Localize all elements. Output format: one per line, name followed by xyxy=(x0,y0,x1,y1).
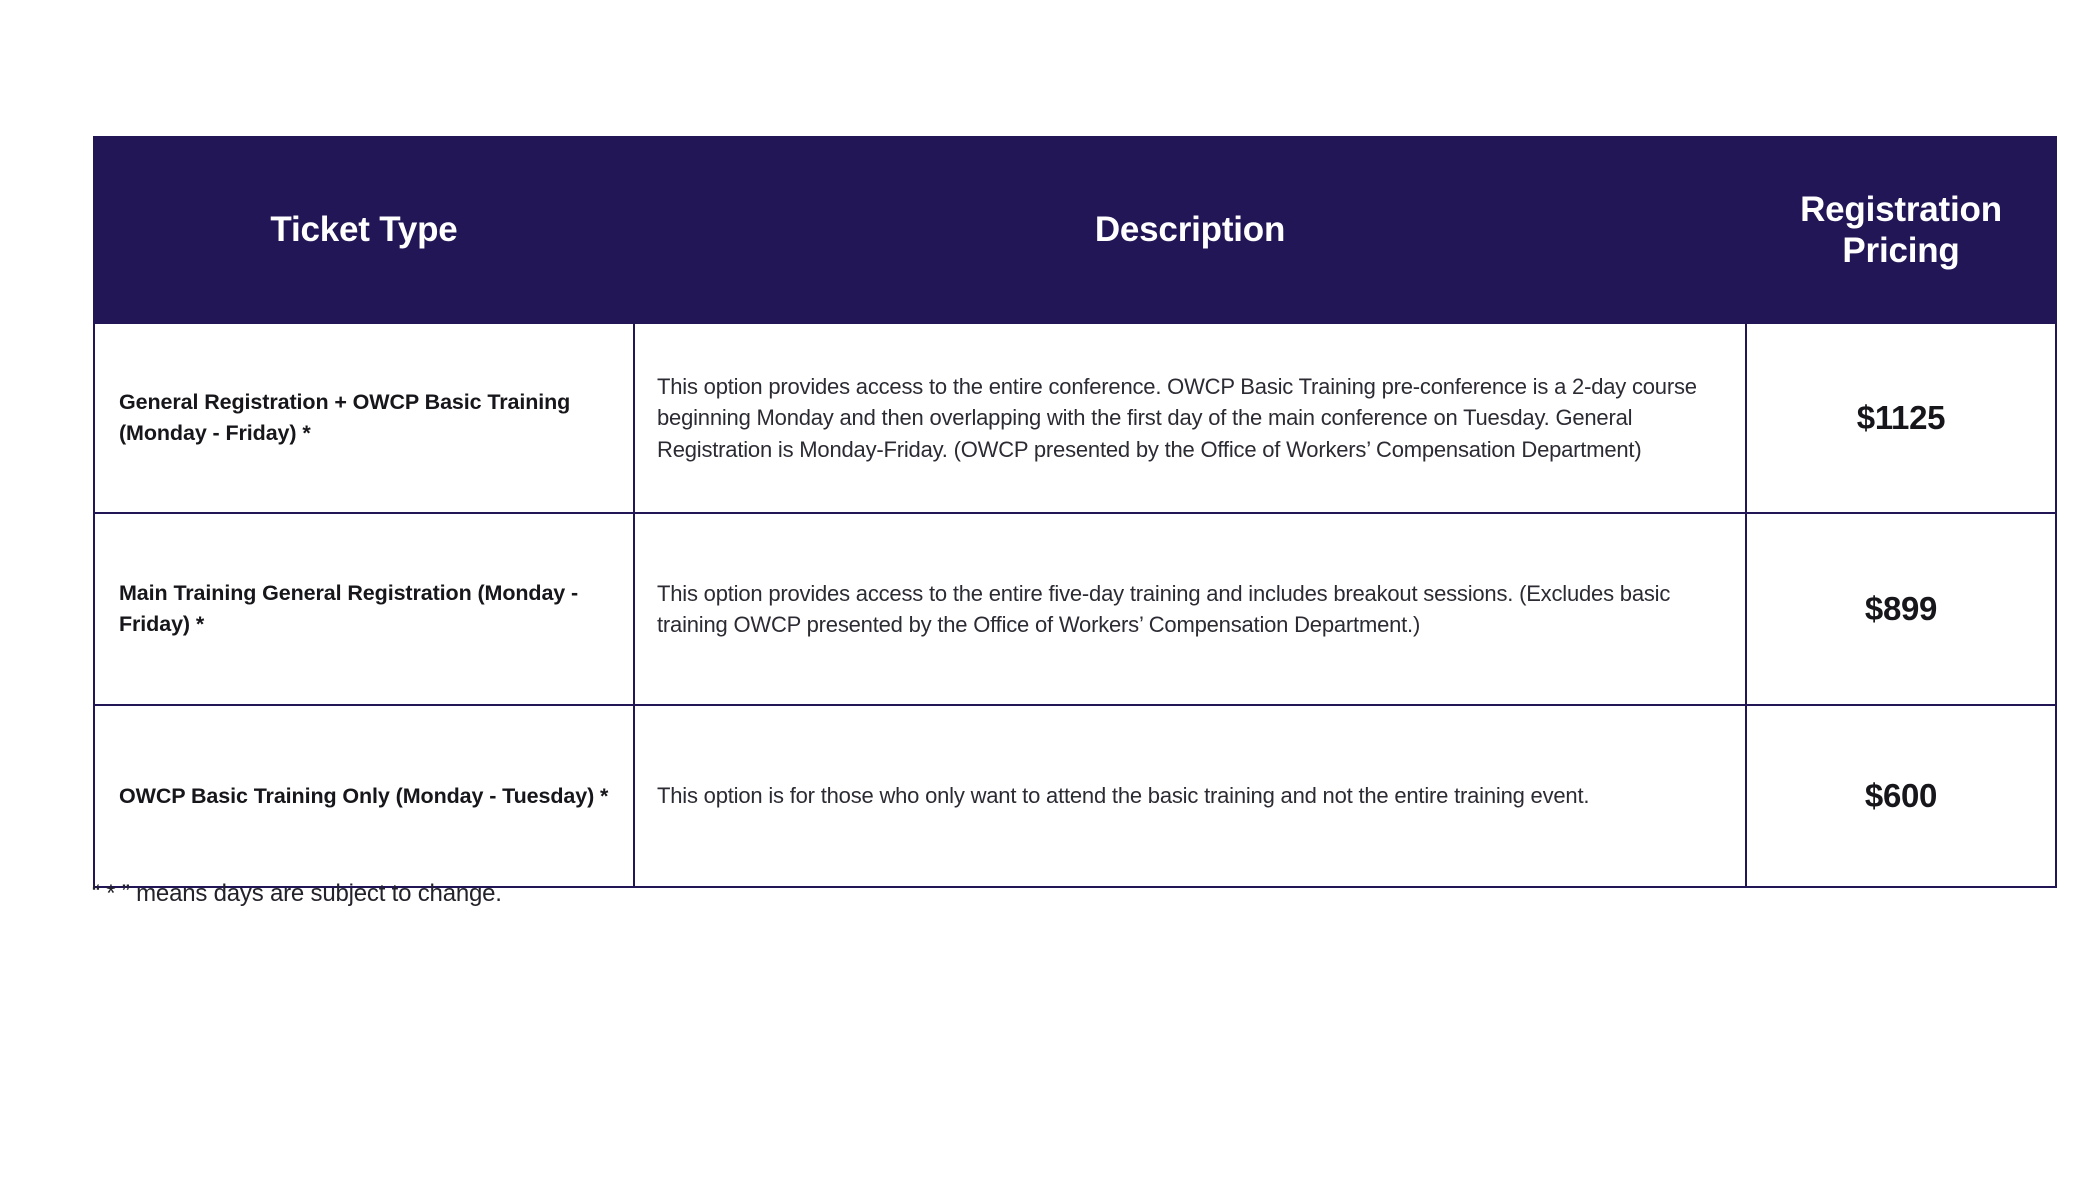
footnote-text: “ * ” means days are subject to change. xyxy=(92,880,502,907)
cell-price: $899 xyxy=(1746,513,2056,705)
cell-price: $1125 xyxy=(1746,323,2056,513)
table-header-row xyxy=(94,137,2056,323)
pricing-table-container xyxy=(93,136,2055,888)
table-row xyxy=(94,705,2056,887)
cell-price: $600 xyxy=(1746,705,2056,887)
column-header-description: Description xyxy=(634,137,1746,323)
cell-ticket-type: General Registration + OWCP Basic Training (Monday - Friday) * xyxy=(94,323,634,513)
table-row xyxy=(94,513,2056,705)
cell-description: This option is for those who only want to attend the basic training and not the entire training event. xyxy=(634,705,1746,887)
table-row xyxy=(94,323,2056,513)
table-header xyxy=(94,137,2056,323)
cell-ticket-type: OWCP Basic Training Only (Monday - Tuesday) * xyxy=(94,705,634,887)
cell-ticket-type: Main Training General Registration (Monday - Friday) * xyxy=(94,513,634,705)
cell-description: This option provides access to the entire five-day training and includes breakout sessions. (Excludes basic training OWCP presented by the Office of Workers’ Compensation Department.) xyxy=(634,513,1746,705)
table-body xyxy=(94,323,2056,887)
column-header-registration-pricing: Registration Pricing xyxy=(1746,137,2056,323)
column-header-ticket-type: Ticket Type xyxy=(94,137,634,323)
cell-description: This option provides access to the entire conference. OWCP Basic Training pre-conference is a 2-day course beginning Monday and then overlapping with the first day of the main conference on Tuesday. General Registration is Monday-Friday. (OWCP presented by the Office of Workers’ Compensation Department) xyxy=(634,323,1746,513)
registration-pricing-table xyxy=(93,136,2057,888)
